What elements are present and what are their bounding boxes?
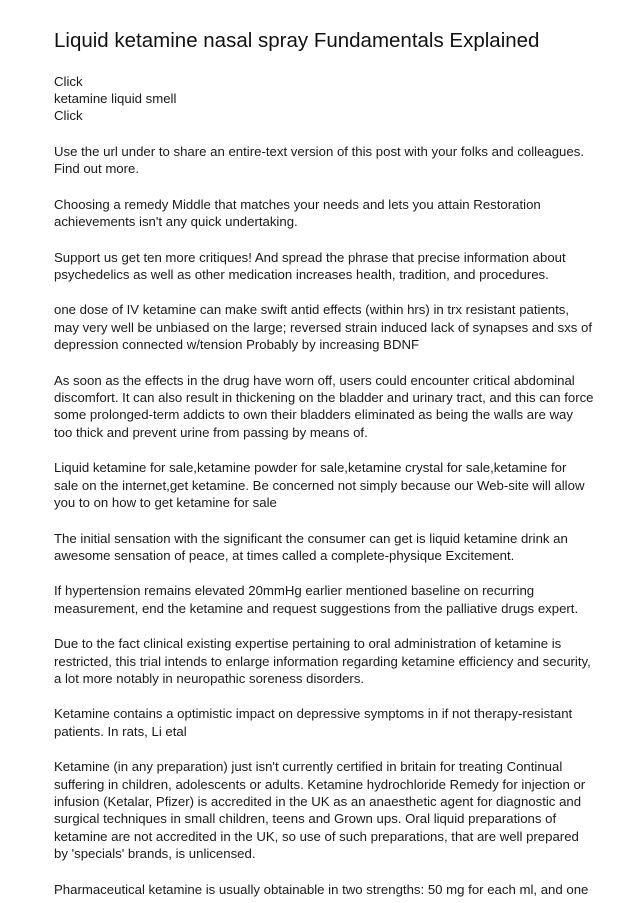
click-link[interactable]: Click — [54, 74, 83, 89]
paragraph: one dose of IV ketamine can make swift antid effects (within hrs) in trx resistant patients, may very well be unbiased on the large; reversed strain induced lack of synapses and sxs of depression connected w/tension Probably by increasing BDNF — [54, 302, 593, 353]
paragraph: Due to the fact clinical existing expertise pertaining to oral administration of ketamine is restricted, this trial intends to enlarge information regarding ketamine efficiency and security, a lot more notably in neuropathic soreness disorders. — [54, 636, 591, 686]
paragraph: Liquid ketamine for sale,ketamine powder for sale,ketamine crystal for sale,ketamine for sale on the internet,get ketamine. Be concerned not simply because our Web-site will allow you to on how to get ketamine for sale — [54, 460, 585, 511]
click-link[interactable]: Click — [54, 108, 83, 123]
paragraph: As soon as the effects in the drug have worn off, users could encounter critical abdominal discomfort. It can also result in thickening on the bladder and urinary tract, and this can force some prolonged-term addicts to own their bladders eliminated as being the walls are way too thick and prevent urine from passing by means of. — [54, 372, 594, 440]
paragraph: Pharmaceutical ketamine is usually obtainable in two strengths: 50 mg for each ml, and one — [54, 881, 589, 897]
paragraph: Choosing a remedy Middle that matches your needs and lets you attain Restoration achievements isn't any quick undertaking. — [54, 196, 541, 230]
paragraph: Ketamine contains a optimistic impact on depressive symptoms in if not therapy-resistant patients. In rats, Li etal — [54, 706, 573, 739]
paragraph: If hypertension remains elevated 20mmHg earlier mentioned baseline on recurring measurement, end the ketamine and request suggestions from the palliative drugs expert. — [54, 583, 579, 616]
document-title: Liquid ketamine nasal spray Fundamentals Explained — [54, 29, 540, 52]
paragraph: Use the url under to share an entire-text version of this post with your folks and colleagues. Find out more. — [54, 144, 584, 177]
paragraph: The initial sensation with the significant the consumer can get is liquid ketamine drink an awesome sensation of peace, at times called a complete-physique Excitement. — [54, 530, 568, 563]
ketamine-liquid-smell-link[interactable]: ketamine liquid smell — [54, 91, 177, 106]
paragraph: Ketamine (in any preparation) just isn't currently certified in britain for treating Continual suffering in children, adolescents or adults. Ketamine hydrochloride Remedy for injection or infusion (Ketalar, Pfizer) is accredited in the UK as an anaesthetic agent for diagnostic and surgical techniques in small children, teens and Grown ups. Oral liquid preparations of ketamine are not accredited in the UK, so use of such preparations, that are well prepared by 'specials' brands, is unlicensed. — [54, 759, 586, 862]
link-group — [54, 73, 594, 124]
document-page — [54, 27, 594, 898]
paragraph: Support us get ten more critiques! And spread the phrase that precise information about psychedelics as well as other medication increases health, tradition, and procedures. — [54, 249, 566, 283]
